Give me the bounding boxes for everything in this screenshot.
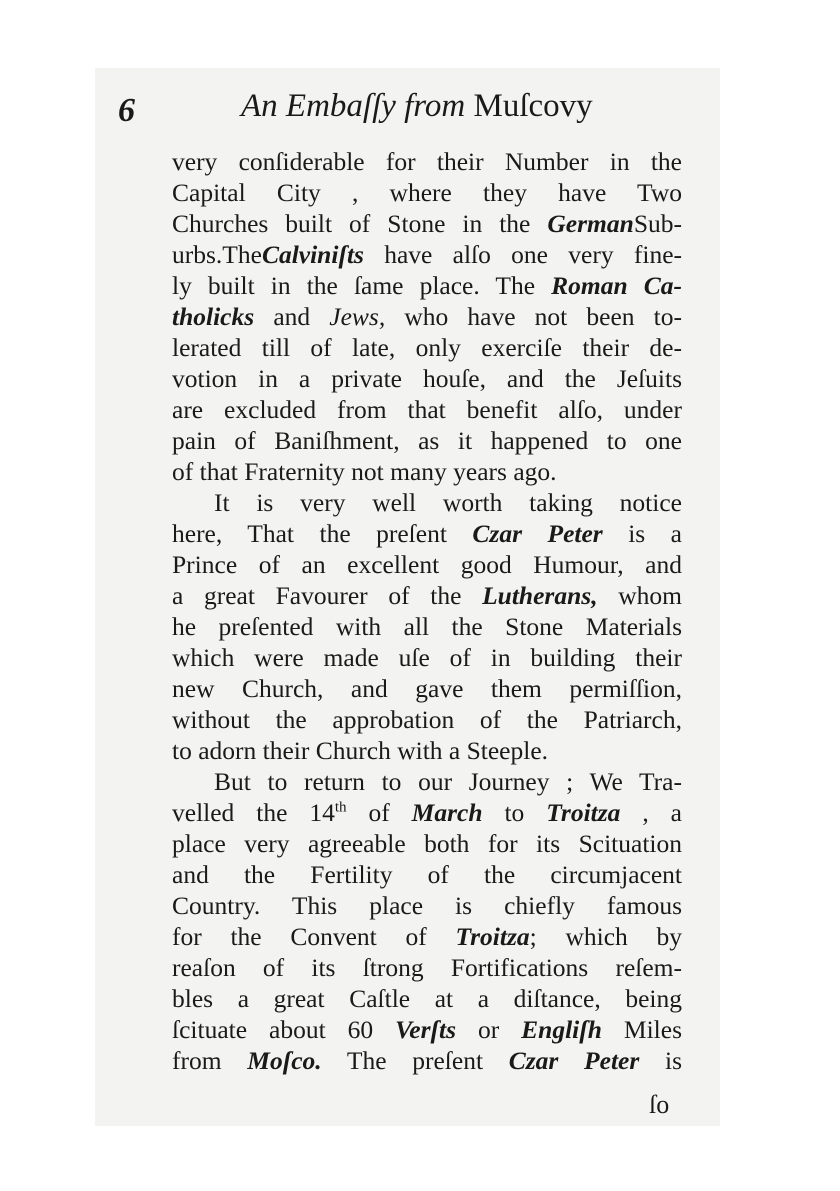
text-span: Miles	[601, 1015, 682, 1044]
text-line	[172, 580, 682, 611]
text-line	[172, 301, 682, 332]
text-span: here, That the preſent	[172, 519, 473, 548]
superscript: th	[334, 799, 347, 816]
text-span: is	[639, 1046, 683, 1075]
text-span: Troitza	[546, 798, 621, 827]
text-span: Czar Peter	[508, 1046, 640, 1075]
text-line: new Church, and gave them permiſſion,	[172, 674, 682, 703]
text-line	[172, 270, 682, 301]
text-span: Churches built of Stone in the	[172, 209, 548, 238]
text-span: , a	[620, 798, 683, 827]
text-span: for the Convent of	[172, 922, 456, 951]
text-line: very conſiderable for their Number in the	[172, 147, 682, 176]
text-line: votion in a private houſe, and the Jeſuits	[172, 364, 682, 393]
text-span: or	[456, 1015, 522, 1044]
text-span: Moſco.	[247, 1046, 322, 1075]
text-span: Engliſh	[521, 1015, 602, 1044]
text-line	[172, 208, 682, 239]
catchword: ſo	[649, 1090, 670, 1119]
text-span: The preſent	[321, 1046, 509, 1075]
page-header	[108, 88, 608, 138]
text-span: Jews,	[329, 302, 386, 331]
text-span: to	[482, 798, 547, 827]
text-span: from	[172, 1046, 248, 1075]
text-span: ; which by	[529, 922, 682, 951]
text-line	[172, 1045, 682, 1076]
text-line: Country. This place is chiefly famous	[172, 891, 682, 920]
text-span: velled the 14	[172, 798, 335, 827]
text-span: urbs.The	[172, 240, 262, 269]
text-line: of that Fraternity not many years ago.	[172, 457, 557, 486]
text-span: and	[254, 302, 330, 331]
running-title	[241, 88, 593, 125]
text-span: Roman Ca-	[551, 271, 682, 300]
text-line: pain of Baniſhment, as it happened to one	[172, 426, 682, 455]
text-span: March	[411, 798, 483, 827]
body-text	[172, 146, 682, 1076]
text-line: and the Fertility of the circumjacent	[172, 860, 682, 889]
text-line: which were made uſe of in building their	[172, 643, 682, 672]
text-span: Czar Peter	[472, 519, 603, 548]
text-span: whom	[597, 581, 682, 610]
text-span: of	[346, 798, 412, 827]
text-line: Prince of an excellent good Humour, and	[172, 550, 682, 579]
text-span: ly built in the ſame place. The	[172, 271, 552, 300]
text-span: Calviniſts	[261, 240, 364, 269]
page-number: 6	[118, 92, 135, 129]
text-line	[172, 518, 682, 549]
text-line: Capital City , where they have Two	[172, 178, 682, 207]
text-line	[172, 921, 682, 952]
text-span: tholicks	[172, 302, 255, 331]
text-line: reaſon of its ſtrong Fortifications reſem-	[172, 953, 682, 982]
text-span: is a	[602, 519, 683, 548]
text-line: without the approbation of the Patriarch,	[172, 705, 682, 734]
text-line: But to return to our Journey ; We Tra-	[214, 767, 682, 796]
text-span: Verſts	[395, 1015, 456, 1044]
text-line	[172, 797, 682, 828]
text-span: have alſo one very fine-	[363, 240, 682, 269]
text-line	[172, 239, 682, 270]
text-span: ſcituate about 60	[172, 1015, 396, 1044]
text-span: Sub-	[633, 209, 682, 238]
running-title-italic: An Embaſſy from	[241, 88, 466, 124]
text-span: Troitza	[455, 922, 530, 951]
text-span: a great Favourer of the	[172, 581, 483, 610]
running-title-roman: Muſcovy	[465, 88, 593, 124]
text-line: he preſented with all the Stone Materials	[172, 612, 682, 641]
text-span: Lutherans,	[482, 581, 598, 610]
text-line: place very agreeable both for its Scituation	[172, 829, 682, 858]
text-line	[172, 1014, 682, 1045]
text-line: are excluded from that benefit alſo, under	[172, 395, 682, 424]
text-line: It is very well worth taking notice	[214, 488, 682, 517]
text-line: lerated till of late, only exerciſe their de-	[172, 333, 682, 362]
text-line: bles a great Caſtle at a diſtance, being	[172, 984, 682, 1013]
text-span: German	[547, 209, 634, 238]
text-line: to adorn their Church with a Steeple.	[172, 736, 549, 765]
text-span: who have not been to-	[385, 302, 682, 331]
